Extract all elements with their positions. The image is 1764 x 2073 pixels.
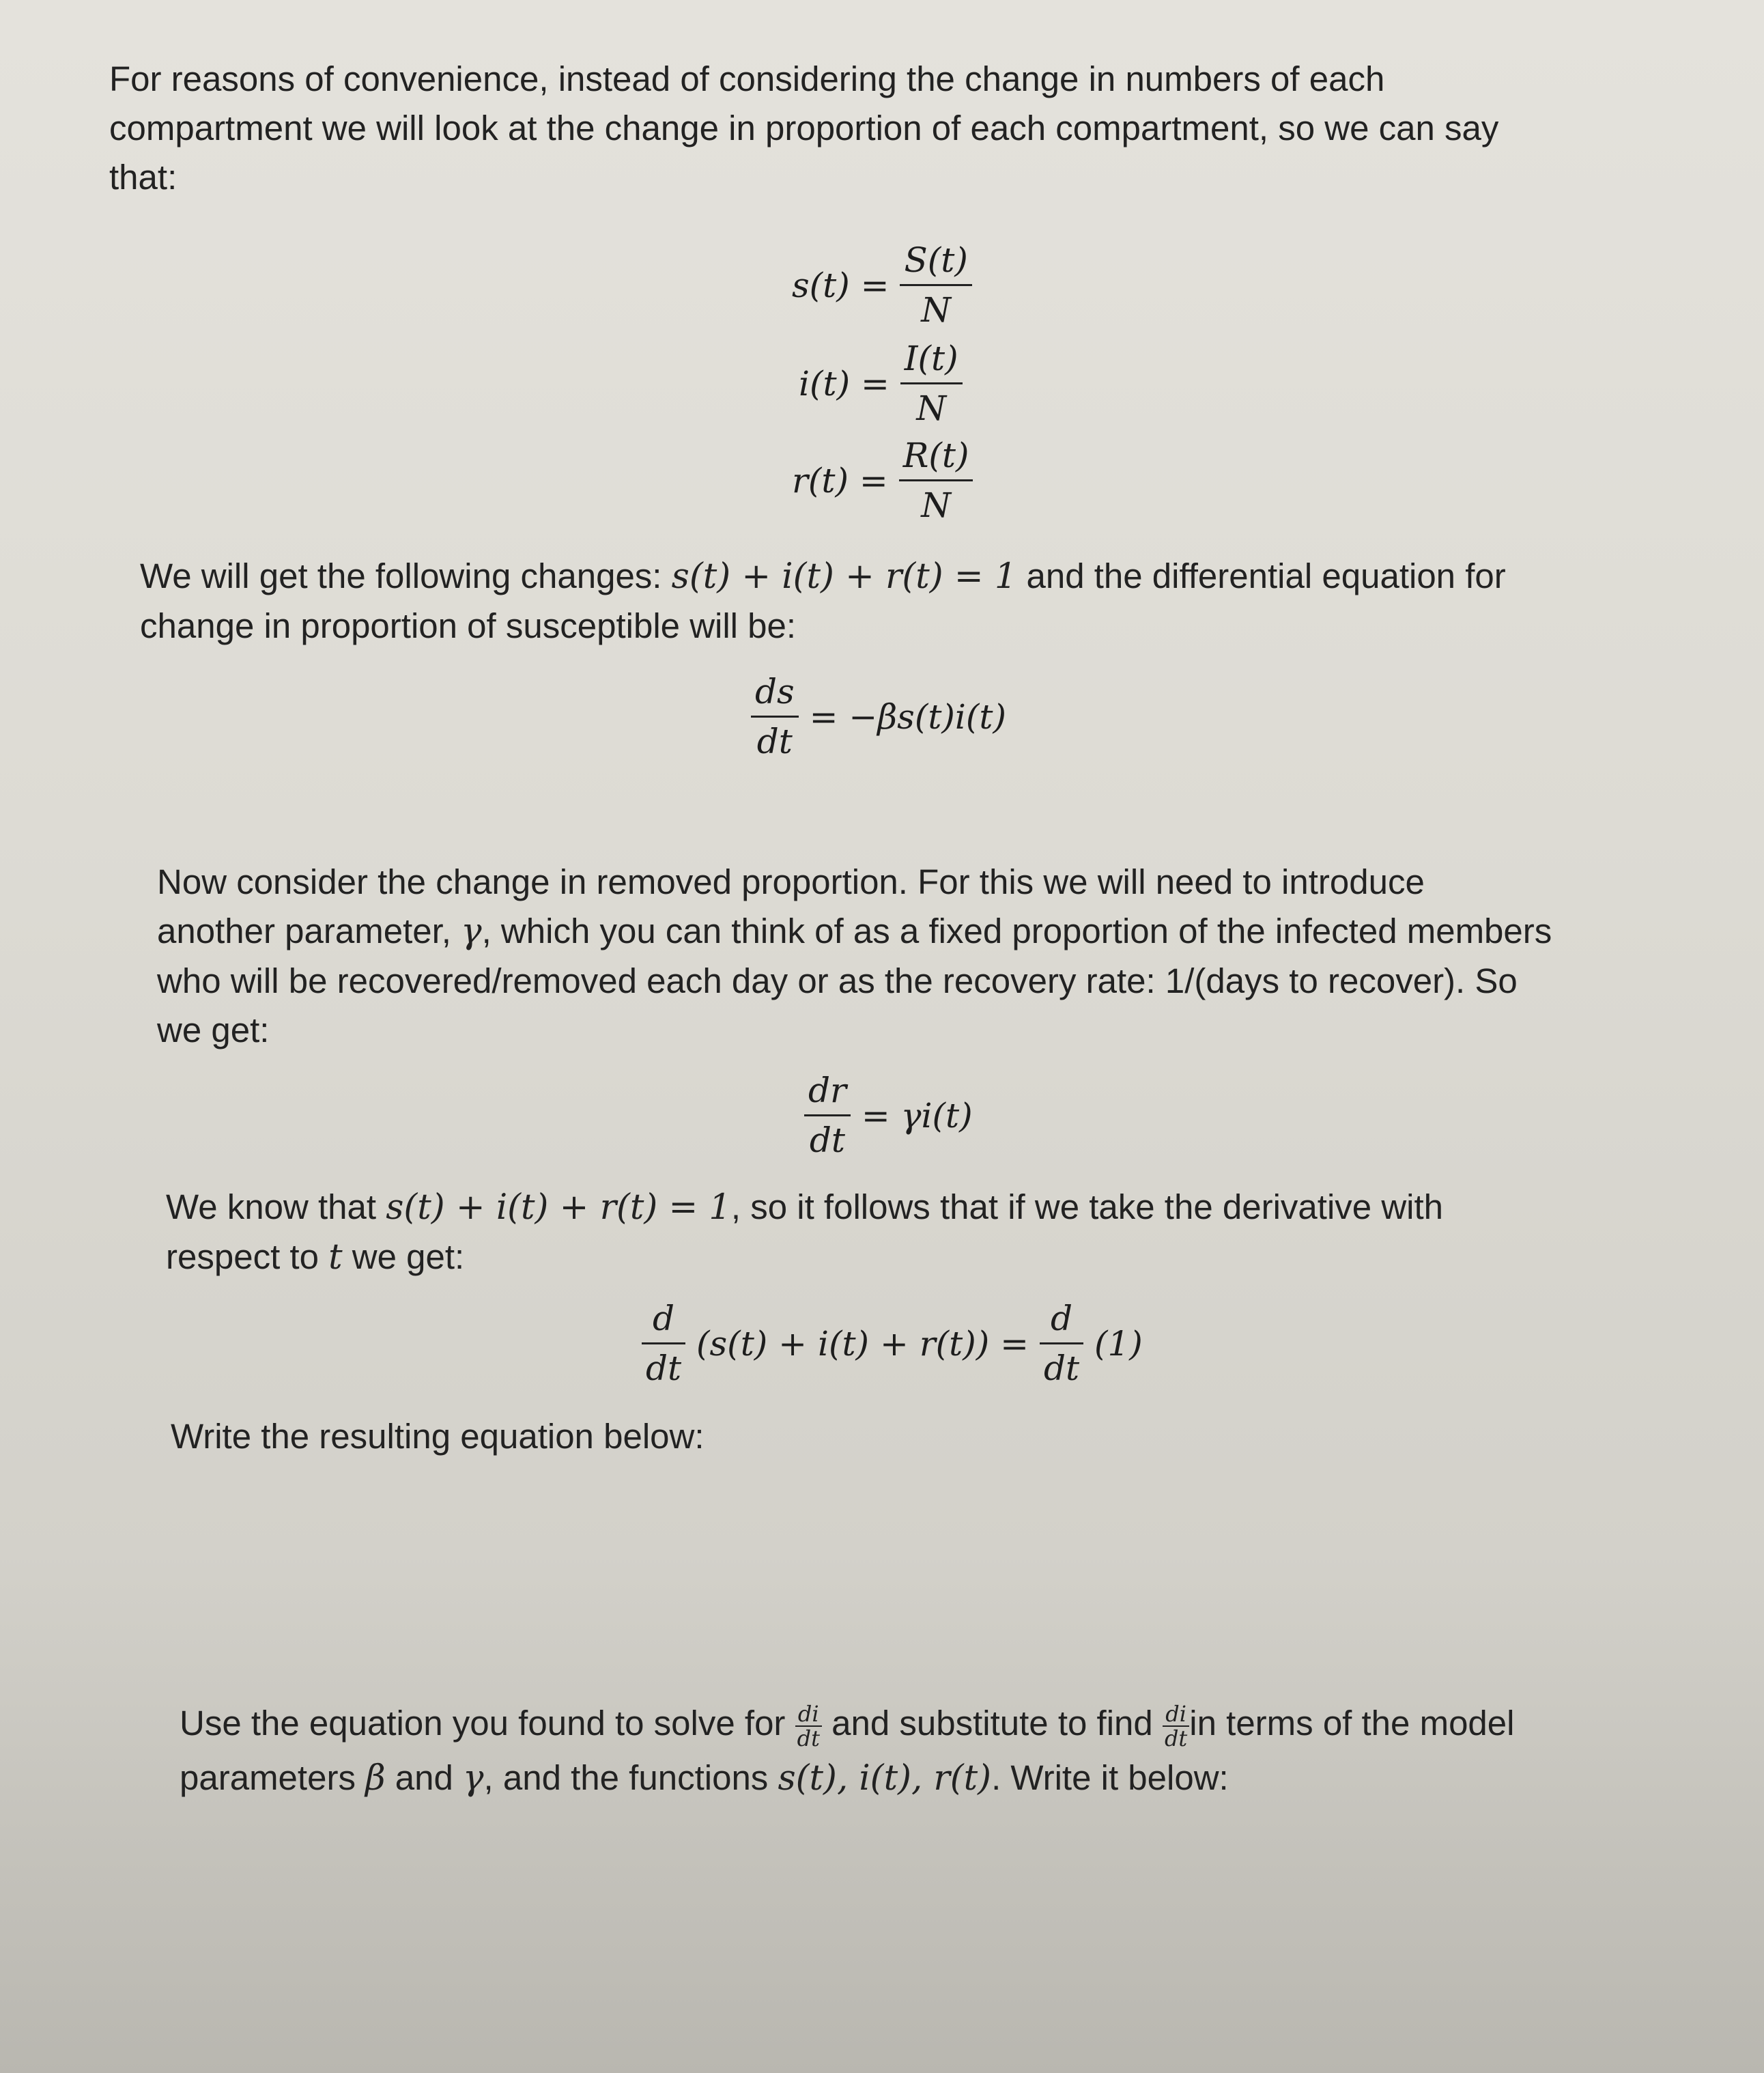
dr-dt-rhs: = γi(t): [861, 1095, 973, 1136]
equation-i-fraction: [900, 339, 963, 428]
final-line-2-gamma: γ: [463, 1758, 484, 1799]
derivative-rhs-denominator: dt: [1043, 1349, 1080, 1388]
write-prompt: Write the resulting equation below:: [171, 1417, 705, 1456]
dr-dt-denominator: dt: [809, 1120, 846, 1160]
removed-paragraph: [157, 858, 1727, 1055]
di-dt-2-numerator: di: [1163, 1702, 1189, 1727]
derivative-rhs-fraction: [1040, 1299, 1083, 1388]
derivative-lhs-numerator: d: [642, 1299, 685, 1344]
di-dt-1-denominator: dt: [797, 1725, 820, 1751]
final-line-2-text-a: parameters: [180, 1758, 366, 1797]
equation-r-fraction: [899, 436, 973, 525]
removed-line-2: [157, 907, 1727, 957]
equation-i: [799, 339, 963, 428]
derivative-line-1-math: s(t) + i(t) + r(t) = 1: [386, 1187, 731, 1228]
equation-r-lhs: r(t) =: [792, 460, 888, 500]
equation-dr-dt: [804, 1071, 973, 1160]
derivative-lhs-body: (s(t) + i(t) + r(t)) =: [696, 1323, 1029, 1364]
final-line-1: [180, 1693, 1750, 1753]
derivative-line-1: [166, 1183, 1736, 1232]
derivative-line-2-text-a: respect to: [166, 1237, 329, 1276]
removed-line-3: who will be recovered/removed each day or as the recovery rate: 1/(days to recover). So: [157, 961, 1518, 1000]
intro-line-3: that:: [109, 158, 177, 197]
equation-i-numerator: I(t): [900, 339, 963, 384]
derivative-line-1-text-b: , so it follows that if we take the derivative with: [730, 1187, 1444, 1226]
derivative-line-2: [166, 1232, 1736, 1282]
di-dt-fraction-2: [1163, 1702, 1189, 1750]
changes-line-1-text-a: We will get the following changes:: [140, 556, 672, 595]
removed-line-2-gamma: γ: [461, 912, 482, 952]
equation-r: [792, 436, 973, 525]
final-line-1-text-c: in terms of the model: [1189, 1704, 1515, 1743]
removed-line-4: we get:: [157, 1011, 270, 1049]
final-line-2-functions: s(t), i(t), r(t): [778, 1758, 992, 1799]
derivative-lhs-denominator: dt: [646, 1349, 682, 1388]
dr-dt-fraction: [804, 1071, 851, 1160]
equation-ds-dt: [751, 672, 1006, 761]
intro-line-1: For reasons of convenience, instead of considering the change in numbers of each: [109, 59, 1385, 98]
changes-line-2: change in proportion of susceptible will be:: [140, 606, 797, 645]
removed-line-2-text-b: , which you can think of as a fixed proportion of the infected members: [481, 912, 1552, 950]
ds-dt-numerator: ds: [751, 672, 799, 718]
changes-line-1-math: s(t) + i(t) + r(t) = 1: [671, 556, 1017, 597]
equation-s: [792, 240, 972, 330]
derivative-rhs-numerator: d: [1040, 1299, 1083, 1344]
ds-dt-rhs: = −βs(t)i(t): [809, 696, 1007, 737]
equation-s-denominator: N: [921, 290, 952, 330]
final-line-1-text-a: Use the equation you found to solve for: [180, 1704, 795, 1743]
equation-i-lhs: i(t) =: [799, 363, 890, 404]
equation-s-numerator: S(t): [900, 240, 971, 286]
final-line-2-text-d: . Write it below:: [991, 1758, 1229, 1797]
changes-paragraph: [140, 552, 1710, 651]
di-dt-fraction-1: [795, 1702, 822, 1750]
intro-line-2: compartment we will look at the change in proportion of each compartment, so we can say: [109, 109, 1499, 147]
equation-derivative-sum: [642, 1299, 1143, 1388]
equation-s-fraction: [900, 240, 971, 330]
changes-line-1-text-b: and the differential equation for: [1016, 556, 1506, 595]
derivative-line-1-text-a: We know that: [166, 1187, 386, 1226]
di-dt-1-numerator: di: [795, 1702, 822, 1727]
derivative-paragraph: [166, 1183, 1736, 1282]
di-dt-2-denominator: dt: [1164, 1725, 1188, 1751]
derivative-rhs-body: (1): [1094, 1323, 1143, 1364]
equation-i-denominator: N: [916, 389, 947, 428]
final-paragraph: [180, 1693, 1750, 1803]
final-line-2-beta: β: [365, 1758, 386, 1799]
derivative-line-2-math: t: [328, 1237, 343, 1278]
changes-line-1: [140, 552, 1710, 602]
equation-s-lhs: s(t) =: [792, 265, 890, 305]
final-line-1-text-b: and substitute to find: [821, 1704, 1163, 1743]
removed-line-2-text-a: another parameter,: [157, 912, 461, 950]
derivative-line-2-text-b: we get:: [342, 1237, 465, 1276]
ds-dt-fraction: [751, 672, 799, 761]
ds-dt-denominator: dt: [756, 722, 793, 761]
equation-r-denominator: N: [921, 485, 951, 525]
equation-r-numerator: R(t): [899, 436, 973, 481]
derivative-lhs-fraction: [642, 1299, 685, 1388]
removed-line-1: Now consider the change in removed proportion. For this we will need to introduce: [157, 862, 1425, 901]
dr-dt-numerator: dr: [804, 1071, 851, 1116]
final-line-2-text-b: and: [385, 1758, 464, 1797]
final-line-2-text-c: , and the functions: [483, 1758, 778, 1797]
intro-paragraph: [109, 55, 1679, 202]
final-line-2: [180, 1753, 1750, 1803]
